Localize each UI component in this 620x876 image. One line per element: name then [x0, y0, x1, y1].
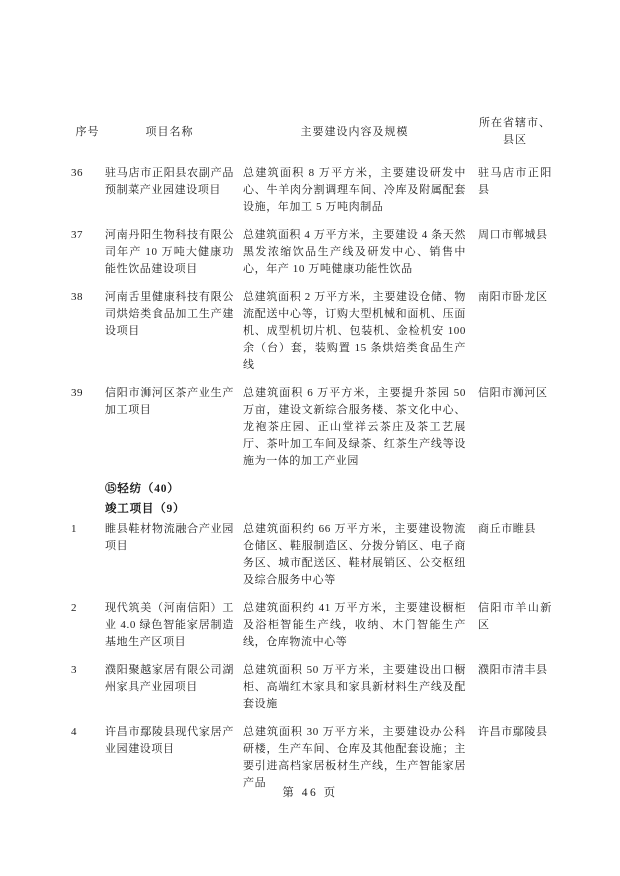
row-number: 1 — [71, 523, 77, 535]
table-row — [70, 289, 552, 374]
row-number: 3 — [71, 664, 77, 676]
project-location: 许昌市鄢陵县 — [478, 726, 548, 738]
table-row — [70, 662, 552, 713]
project-table — [70, 115, 552, 803]
project-location: 商丘市睢县 — [478, 523, 536, 535]
section-subheading-completed-projects: 竣工项目（9） — [105, 503, 186, 515]
project-content: 总建筑面积 50 万平方米，主要建设出口橱柜、高端红木家具和家具新材料生产线及配套设施 — [243, 664, 466, 710]
project-name: 信阳市浉河区茶产业生产加工项目 — [105, 387, 234, 416]
project-content: 总建筑面积 30 万平方米，主要建设办公科研楼，生产车间、仓库及其他配套设施；主要引进高档家居板材生产线，生产智能家居产品 — [243, 726, 466, 789]
row-number: 39 — [71, 387, 83, 399]
project-content: 总建筑面积 6 万平方米，主要提升茶园 50 万亩，建设文新综合服务楼、茶文化中心、龙袍茶庄园、正山堂祥云茶庄及茶工艺展厅、茶叶加工车间及绿茶、红茶生产线等设施为一体的加工产业园 — [243, 387, 466, 467]
row-number: 36 — [71, 167, 83, 179]
header-location — [478, 115, 552, 149]
row-number: 38 — [71, 291, 83, 303]
project-name: 现代筑美（河南信阳）工业 4.0 绿色智能家居制造基地生产区项目 — [105, 602, 234, 648]
project-name: 驻马店市正阳县农副产品预制菜产业园建设项目 — [105, 167, 234, 196]
project-location: 濮阳市清丰县 — [478, 664, 548, 676]
project-location: 信阳市羊山新区 — [478, 602, 552, 631]
section-heading-light-textile: ⑮轻纺（40） — [105, 483, 180, 495]
table-row — [70, 165, 552, 216]
header-location-line1: 所在省辖市、 — [479, 117, 551, 129]
project-name: 河南舌里健康科技有限公司烘焙类食品加工生产建设项目 — [105, 291, 234, 337]
table-row — [70, 600, 552, 651]
project-content: 总建筑面积约 41 万平方米，主要建设橱柜及浴柜智能生产线，收纳、木门智能生产线，仓库物流中心等 — [243, 602, 466, 648]
table-row — [70, 227, 552, 278]
header-project-name: 项目名称 — [145, 125, 194, 138]
row-number: 37 — [71, 229, 83, 241]
table-row — [70, 385, 552, 470]
project-location: 南阳市卧龙区 — [478, 291, 548, 303]
table-row — [70, 521, 552, 589]
header-location-line2: 县区 — [503, 134, 527, 146]
project-content: 总建筑面积 2 万平方米，主要建设仓储、物流配送中心等，订购大型机械和面机、压面机、成型机切片机、包装机、金检机安 100 余（台）套，装购置 15 条烘焙类食品生产线 — [243, 291, 466, 371]
project-content: 总建筑面积约 66 万平方米，主要建设物流仓储区、鞋服制造区、分拨分销区、电子商务区、城市配送区、鞋材展销区、公交枢纽及综合服务中心等 — [243, 523, 466, 586]
project-name: 睢县鞋材物流融合产业园项目 — [105, 523, 234, 552]
row-number: 4 — [71, 726, 77, 738]
project-content: 总建筑面积 4 万平方米，主要建设 4 条天然黑发浓缩饮品生产线及研发中心、销售中心，年产 10 万吨健康功能性饮品 — [243, 229, 466, 275]
project-name: 河南丹阳生物科技有限公司年产 10 万吨大健康功能性饮品建设项目 — [105, 229, 234, 275]
page-number: 第 46 页 — [282, 787, 338, 799]
row-number: 2 — [71, 602, 77, 614]
project-content: 总建筑面积 8 万平方米，主要建设研发中心、牛羊肉分割调理车间、冷库及附属配套设施，年加工 5 万吨肉制品 — [243, 167, 466, 213]
project-name: 濮阳聚越家居有限公司湖州家具产业园项目 — [105, 664, 234, 693]
header-content-scale: 主要建设内容及规模 — [300, 125, 409, 138]
project-name: 许昌市鄢陵县现代家居产业园建设项目 — [105, 726, 234, 755]
project-location: 驻马店市正阳县 — [478, 167, 552, 196]
table-header-row — [70, 115, 552, 149]
project-location: 周口市郸城县 — [478, 229, 548, 241]
header-seq: 序号 — [75, 125, 100, 138]
project-location: 信阳市浉河区 — [478, 387, 548, 399]
table-row — [70, 724, 552, 792]
